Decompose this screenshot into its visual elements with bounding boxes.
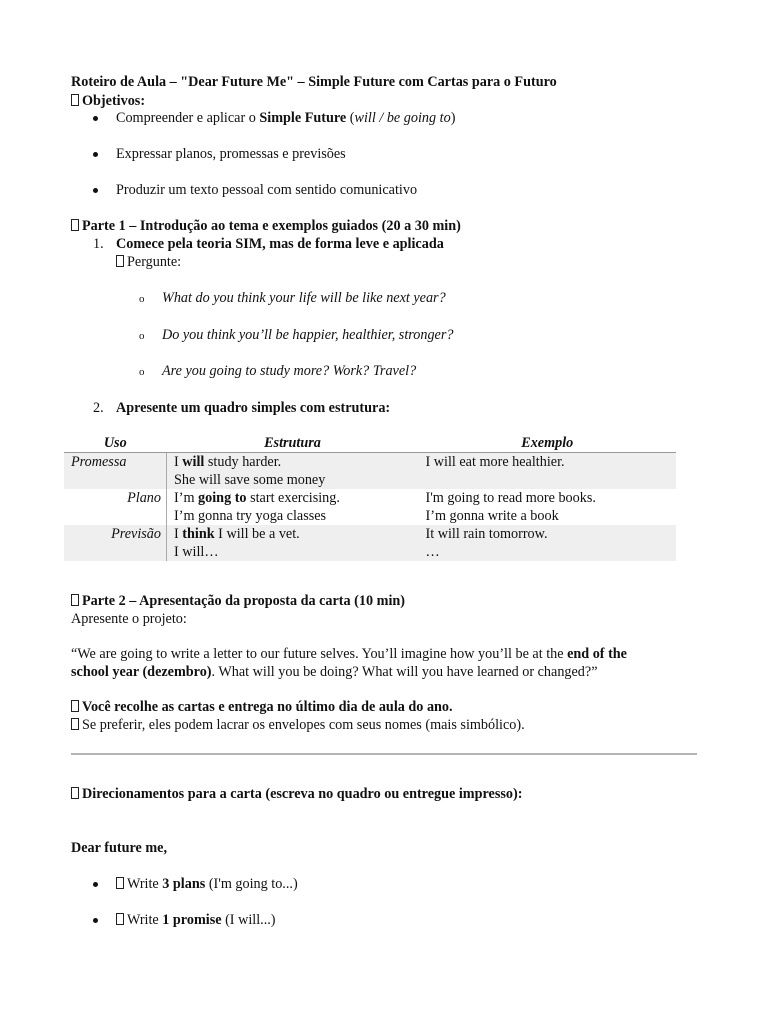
pergunte-label: Pergunte:	[116, 253, 181, 271]
letter-instruction: Write 3 plans (I'm going to...)	[116, 875, 298, 893]
table-row	[64, 525, 676, 561]
circle-bullet-icon: o	[139, 366, 145, 378]
estrutura-cell: I will study harder. She will save some money	[167, 453, 419, 490]
table-header-row	[64, 434, 676, 453]
exemplo-cell: I will eat more healthier.	[419, 453, 677, 490]
exemplo-cell: I'm going to read more books. I’m gonna write a book	[425, 490, 596, 524]
objetivos-heading: Objetivos:	[71, 92, 145, 110]
parte2-heading: Parte 2 – Apresentação da proposta da carta (10 min)	[71, 592, 405, 610]
table-header: Estrutura	[167, 434, 419, 453]
apresente-text: Apresente o projeto:	[71, 611, 187, 627]
uso-cell: Previsão	[64, 525, 167, 561]
uso-cell: Promessa	[64, 453, 167, 490]
question-item: What do you think your life will be like next year?	[162, 290, 446, 306]
emoji-placeholder-icon	[71, 594, 79, 606]
exemplo-cell: It will rain tomorrow. …	[419, 525, 677, 561]
parte1-heading: Parte 1 – Introdução ao tema e exemplos guiados (20 a 30 min)	[71, 217, 461, 235]
objetivo-item: Expressar planos, promessas e previsões	[116, 146, 346, 162]
project-quote: “We are going to write a letter to our future selves. You’ll imagine how you’ll be at the end of the	[71, 646, 627, 662]
emoji-placeholder-icon	[71, 700, 79, 712]
objetivo-item: Produzir um texto pessoal com sentido comunicativo	[116, 182, 418, 198]
step-number: 1.	[93, 236, 104, 252]
bullet-icon	[93, 116, 98, 121]
recolhe-note: Você recolhe as cartas e entrega no último dia de aula do ano.	[71, 698, 453, 716]
question-item: Are you going to study more? Work? Travel?	[162, 363, 417, 379]
letter-greeting: Dear future me,	[71, 840, 168, 856]
horizontal-divider	[71, 753, 697, 755]
lacrar-note: Se preferir, eles podem lacrar os envelopes com seus nomes (mais simbólico).	[71, 716, 525, 734]
table-row	[64, 489, 676, 525]
circle-bullet-icon: o	[139, 330, 145, 342]
step-1: Comece pela teoria SIM, mas de forma leve e aplicada	[116, 236, 444, 252]
bullet-icon	[93, 918, 98, 923]
emoji-placeholder-icon	[71, 787, 79, 799]
step-2: Apresente um quadro simples com estrutura:	[116, 400, 391, 416]
table-row	[64, 453, 676, 490]
bullet-icon	[93, 882, 98, 887]
question-item: Do you think you’ll be happier, healthier, stronger?	[162, 327, 454, 343]
page-title: Roteiro de Aula – "Dear Future Me" – Simple Future com Cartas para o Futuro	[71, 74, 557, 90]
circle-bullet-icon: o	[139, 293, 145, 305]
emoji-placeholder-icon	[116, 255, 124, 267]
bullet-icon	[93, 152, 98, 157]
letter-instruction: Write 1 promise (I will...)	[116, 911, 276, 929]
emoji-placeholder-icon	[116, 877, 124, 889]
emoji-placeholder-icon	[116, 913, 124, 925]
estrutura-cell: I’m going to start exercising. I’m gonna try yoga classes	[174, 490, 340, 524]
emoji-placeholder-icon	[71, 718, 79, 730]
uso-cell: Plano	[64, 489, 167, 525]
table-header: Uso	[64, 434, 167, 453]
step-number: 2.	[93, 400, 104, 416]
bullet-icon	[93, 188, 98, 193]
project-quote-cont: school year (dezembro). What will you be doing? What will you have learned or changed?”	[71, 664, 598, 680]
direcionamentos-heading: Direcionamentos para a carta (escreva no quadro ou entregue impresso):	[71, 785, 522, 803]
emoji-placeholder-icon	[71, 94, 79, 106]
objetivo-item: Compreender e aplicar o Simple Future (will / be going to)	[116, 110, 456, 126]
estrutura-cell: I think I will be a vet. I will…	[167, 525, 419, 561]
structure-table	[64, 434, 676, 561]
emoji-placeholder-icon	[71, 219, 79, 231]
table-header: Exemplo	[419, 434, 677, 453]
